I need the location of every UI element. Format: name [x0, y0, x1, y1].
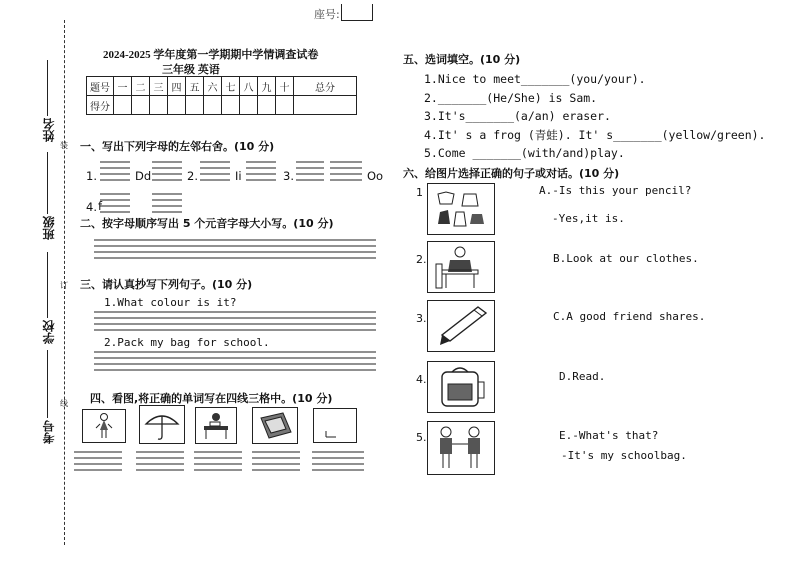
four-line-grids-4 — [74, 450, 374, 478]
picture-pencil — [427, 300, 495, 352]
fill-item-2[interactable]: 2._______(He/She) is Sam. — [424, 91, 598, 105]
section6-title: 六、给图片选择正确的句子或对话。(10 分) — [403, 167, 620, 180]
option-a-question: A.-Is this your pencil? — [539, 184, 692, 197]
letter-item-2: 2. — [187, 169, 198, 183]
copy-lines-2[interactable] — [94, 350, 376, 374]
score-head-cell: 三 — [150, 77, 168, 96]
class-label: 班级 — [42, 216, 56, 240]
score-cell[interactable] — [186, 96, 204, 115]
picture-desk — [195, 407, 237, 444]
score-cell[interactable] — [222, 96, 240, 115]
picture-number-3: 3. — [416, 312, 427, 325]
pencil-icon — [428, 301, 494, 351]
picture-umbrella — [139, 405, 185, 444]
seat-label: 座号: — [314, 8, 340, 21]
score-head-cell: 九 — [258, 77, 276, 96]
letter-item-4: 4. — [86, 200, 97, 214]
school-field[interactable] — [47, 252, 48, 318]
score-head-cell: 十 — [276, 77, 294, 96]
score-table — [86, 76, 357, 115]
score-head-cell: 六 — [204, 77, 222, 96]
school-label: 学校 — [42, 320, 56, 344]
picture-blank — [313, 408, 357, 443]
score-cell[interactable] — [240, 96, 258, 115]
option-e-answer: -It's my schoolbag. — [561, 449, 687, 462]
book-icon — [253, 408, 297, 443]
four-lines — [94, 350, 376, 374]
score-value-row — [87, 96, 357, 115]
girl-icon — [83, 410, 125, 442]
letter-item-1: 1. — [86, 169, 97, 183]
score-header-row — [87, 77, 357, 96]
picture-sharing — [427, 421, 495, 475]
number-label: 考号 — [42, 420, 56, 444]
picture-number-1: 1 — [416, 186, 423, 199]
letter-ii: Ii — [235, 169, 242, 183]
umbrella-icon — [140, 406, 184, 443]
copy-lines-1[interactable] — [94, 310, 376, 334]
word-writing-lines[interactable] — [74, 450, 374, 478]
reading-icon — [428, 242, 494, 292]
copy-sentence-1: 1.What colour is it? — [104, 296, 237, 309]
picture-number-5: 5. — [416, 431, 427, 444]
score-head-cell: 二 — [132, 77, 150, 96]
name-label: 姓名 — [42, 118, 56, 142]
friends-sharing-icon — [428, 422, 494, 474]
score-head-cell: 五 — [186, 77, 204, 96]
letter-f: f — [98, 199, 103, 213]
four-lines — [94, 238, 376, 262]
seat-box[interactable] — [341, 4, 373, 21]
option-c: C.A good friend shares. — [553, 310, 706, 323]
section1-title: 一、写出下列字母的左邻右舍。(10 分) — [80, 140, 275, 153]
letter-dd: Dd — [135, 169, 152, 183]
picture-girl — [82, 409, 126, 443]
class-field[interactable] — [47, 152, 48, 214]
picture-number-4: 4. — [416, 373, 427, 386]
score-head-cell: 八 — [240, 77, 258, 96]
schoolbag-icon — [428, 362, 494, 412]
fill-item-5[interactable]: 5.Come _______(with/and)play. — [424, 146, 625, 160]
score-cell[interactable] — [258, 96, 276, 115]
score-cell[interactable] — [204, 96, 222, 115]
score-cell[interactable] — [294, 96, 357, 115]
exam-subtitle: 三年级 英语 — [162, 64, 220, 76]
section2-title: 二、按字母顺序写出 5 个元音字母大小写。(10 分) — [80, 217, 334, 230]
score-head-cell: 四 — [168, 77, 186, 96]
fill-item-1[interactable]: 1.Nice to meet_______(you/your). — [424, 72, 646, 86]
letter-item-3: 3. — [283, 169, 294, 183]
picture-schoolbag — [427, 361, 495, 413]
vowel-writing-lines[interactable] — [94, 238, 376, 262]
score-cell[interactable] — [114, 96, 132, 115]
section3-title: 三、请认真抄写下列句子。(10 分) — [80, 278, 253, 291]
picture-book — [252, 407, 298, 444]
copy-sentence-2: 2.Pack my bag for school. — [104, 336, 270, 349]
exam-title: 2024-2025 学年度第一学期期中学情调查试卷 — [103, 49, 319, 61]
student-desk-icon — [196, 408, 236, 443]
option-e-question: E.-What's that? — [559, 429, 659, 442]
score-cell[interactable] — [150, 96, 168, 115]
score-head-total: 总分 — [294, 77, 357, 96]
cut-mark-3: 线 — [60, 399, 68, 408]
letter-oo: Oo — [367, 169, 384, 183]
number-field[interactable] — [47, 350, 48, 418]
section5-title: 五、选词填空。(10 分) — [403, 53, 521, 66]
score-cell[interactable] — [276, 96, 294, 115]
cut-mark-1: 装 — [60, 141, 68, 150]
picture-reading — [427, 241, 495, 293]
score-cell[interactable] — [168, 96, 186, 115]
score-row-label: 得分 — [87, 96, 114, 115]
score-cell[interactable] — [132, 96, 150, 115]
score-head-cell: 一 — [114, 77, 132, 96]
score-head-cell: 七 — [222, 77, 240, 96]
option-b: B.Look at our clothes. — [553, 252, 699, 265]
cut-mark-2: 订 — [60, 281, 68, 290]
picture-clothes — [427, 183, 495, 235]
fill-item-3[interactable]: 3.It's_______(a/an) eraser. — [424, 109, 611, 123]
score-head-label: 题号 — [87, 77, 114, 96]
section4-title: 四、看图,将正确的单词写在四线三格中。(10 分) — [90, 392, 333, 405]
fill-item-4[interactable]: 4.It' s a frog (青蛙). It' s_______(yellow/green). — [424, 128, 766, 142]
clothes-icon — [428, 184, 494, 234]
option-a-answer: -Yes,it is. — [552, 212, 625, 225]
name-field[interactable] — [47, 60, 48, 116]
pen-mark-icon — [314, 409, 356, 442]
picture-number-2: 2. — [416, 253, 427, 266]
four-lines — [94, 310, 376, 334]
option-d: D.Read. — [559, 370, 606, 383]
